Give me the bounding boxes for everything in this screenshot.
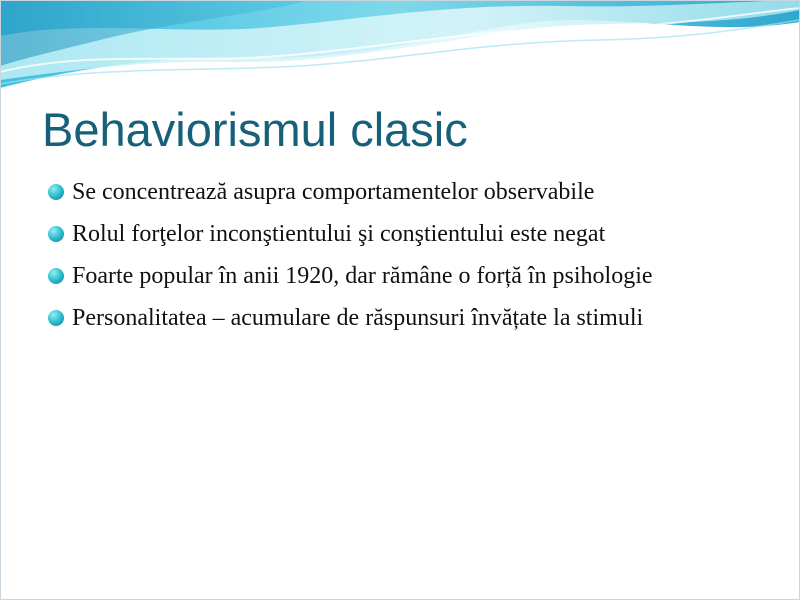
sphere-bullet-icon bbox=[48, 268, 64, 284]
slide-title: Behaviorismul clasic bbox=[42, 103, 468, 156]
bullet-item bbox=[46, 174, 746, 210]
bullet-text: Foarte popular în anii 1920, dar rămâne o forță în psihologie bbox=[72, 263, 653, 289]
wave-decoration bbox=[0, 0, 800, 100]
sphere-bullet-icon bbox=[48, 310, 64, 326]
bullet-item bbox=[46, 300, 746, 336]
bullet-list bbox=[46, 174, 746, 342]
bullet-item bbox=[46, 216, 746, 252]
bullet-text: Se concentrează asupra comportamentelor observabile bbox=[72, 179, 595, 205]
bullet-text: Personalitatea – acumulare de răspunsuri învățate la stimuli bbox=[72, 305, 644, 331]
sphere-bullet-icon bbox=[48, 226, 64, 242]
bullet-item bbox=[46, 258, 746, 294]
sphere-bullet-icon bbox=[48, 184, 64, 200]
bullet-text: Rolul forţelor inconştientului şi conştientului este negat bbox=[72, 221, 606, 247]
